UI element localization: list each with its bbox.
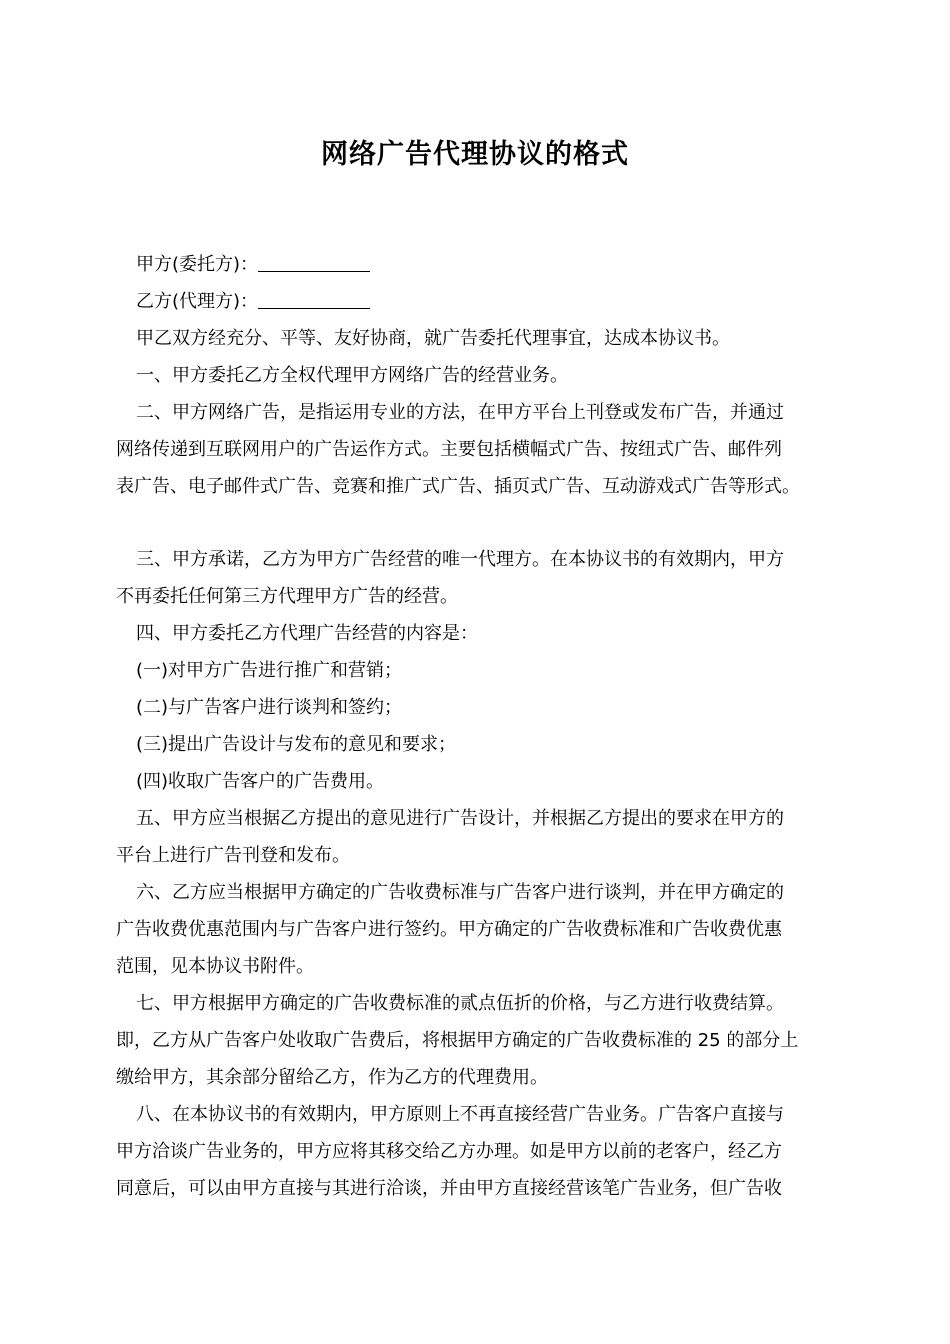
- document-title: 网络广告代理协议的格式: [321, 139, 629, 170]
- paragraph-line: 平台上进行广告刊登和发布。: [116, 845, 350, 866]
- party-a-line: [116, 246, 838, 283]
- paragraph-line: 广告收费优惠范围内与广告客户进行签约。甲方确定的广告收费标准和广告收费优惠: [116, 919, 782, 940]
- paragraph-line: 三、甲方承诺，乙方为甲方广告经营的唯一代理方。在本协议书的有效期内，甲方: [136, 549, 784, 570]
- paragraph-line: (二)与广告客户进行谈判和签约；: [136, 697, 403, 718]
- paragraph-line: 二、甲方网络广告，是指运用专业的方法，在甲方平台上刊登或发布广告，并通过: [136, 402, 784, 423]
- paragraph-line: 四、甲方委托乙方代理广告经营的内容是：: [136, 623, 478, 644]
- paragraph-line: 八、在本协议书的有效期内，甲方原则上不再直接经营广告业务。广告客户直接与: [136, 1104, 784, 1125]
- paragraph-gap: [116, 505, 838, 541]
- party-b-blank: [258, 290, 370, 309]
- paragraph-line: (四)收取广告客户的广告费用。: [136, 771, 385, 792]
- party-a-blank: [258, 253, 370, 272]
- paragraph-line: 七、甲方根据甲方确定的广告收费标准的贰点伍折的价格，与乙方进行收费结算。: [136, 993, 784, 1014]
- paragraph-line: 甲乙双方经充分、平等、友好协商，就广告委托代理事宜，达成本协议书。: [136, 328, 730, 349]
- paragraph-line: (一)对甲方广告进行推广和营销；: [136, 660, 403, 681]
- party-b-label: 乙方(代理方)：: [136, 291, 259, 312]
- paragraph-line: 同意后，可以由甲方直接与其进行洽谈，并由甲方直接经营该笔广告业务，但广告收: [116, 1178, 782, 1199]
- paragraph-line: 五、甲方应当根据乙方提出的意见进行广告设计，并根据乙方提出的要求在甲方的: [136, 808, 784, 829]
- paragraph-line: 缴给甲方，其余部分留给乙方，作为乙方的代理费用。: [116, 1067, 548, 1088]
- paragraph-line: 表广告、电子邮件式广告、竞赛和推广式广告、插页式广告、互动游戏式广告等形式。: [116, 476, 800, 497]
- paragraph-line: 不再委托任何第三方代理甲方广告的经营。: [116, 586, 458, 607]
- paragraph-line: 范围，见本协议书附件。: [116, 956, 314, 977]
- paragraph-line: 网络传递到互联网用户的广告运作方式。主要包括横幅式广告、按纽式广告、邮件列: [116, 439, 782, 460]
- paragraph-line: (三)提出广告设计与发布的意见和要求；: [136, 734, 457, 755]
- paragraph-line: 甲方洽谈广告业务的，甲方应将其移交给乙方办理。如是甲方以前的老客户，经乙方: [116, 1141, 782, 1162]
- party-b-line: [116, 283, 838, 320]
- paragraph-line: 六、乙方应当根据甲方确定的广告收费标准与广告客户进行谈判，并在甲方确定的: [136, 882, 784, 903]
- party-a-label: 甲方(委托方)：: [136, 254, 259, 275]
- document-body: [116, 246, 838, 1207]
- paragraph-line: 一、甲方委托乙方全权代理甲方网络广告的经营业务。: [136, 365, 568, 386]
- paragraph-line: 即，乙方从广告客户处收取广告费后，将根据甲方确定的广告收费标准的 25 的部分上: [116, 1030, 799, 1051]
